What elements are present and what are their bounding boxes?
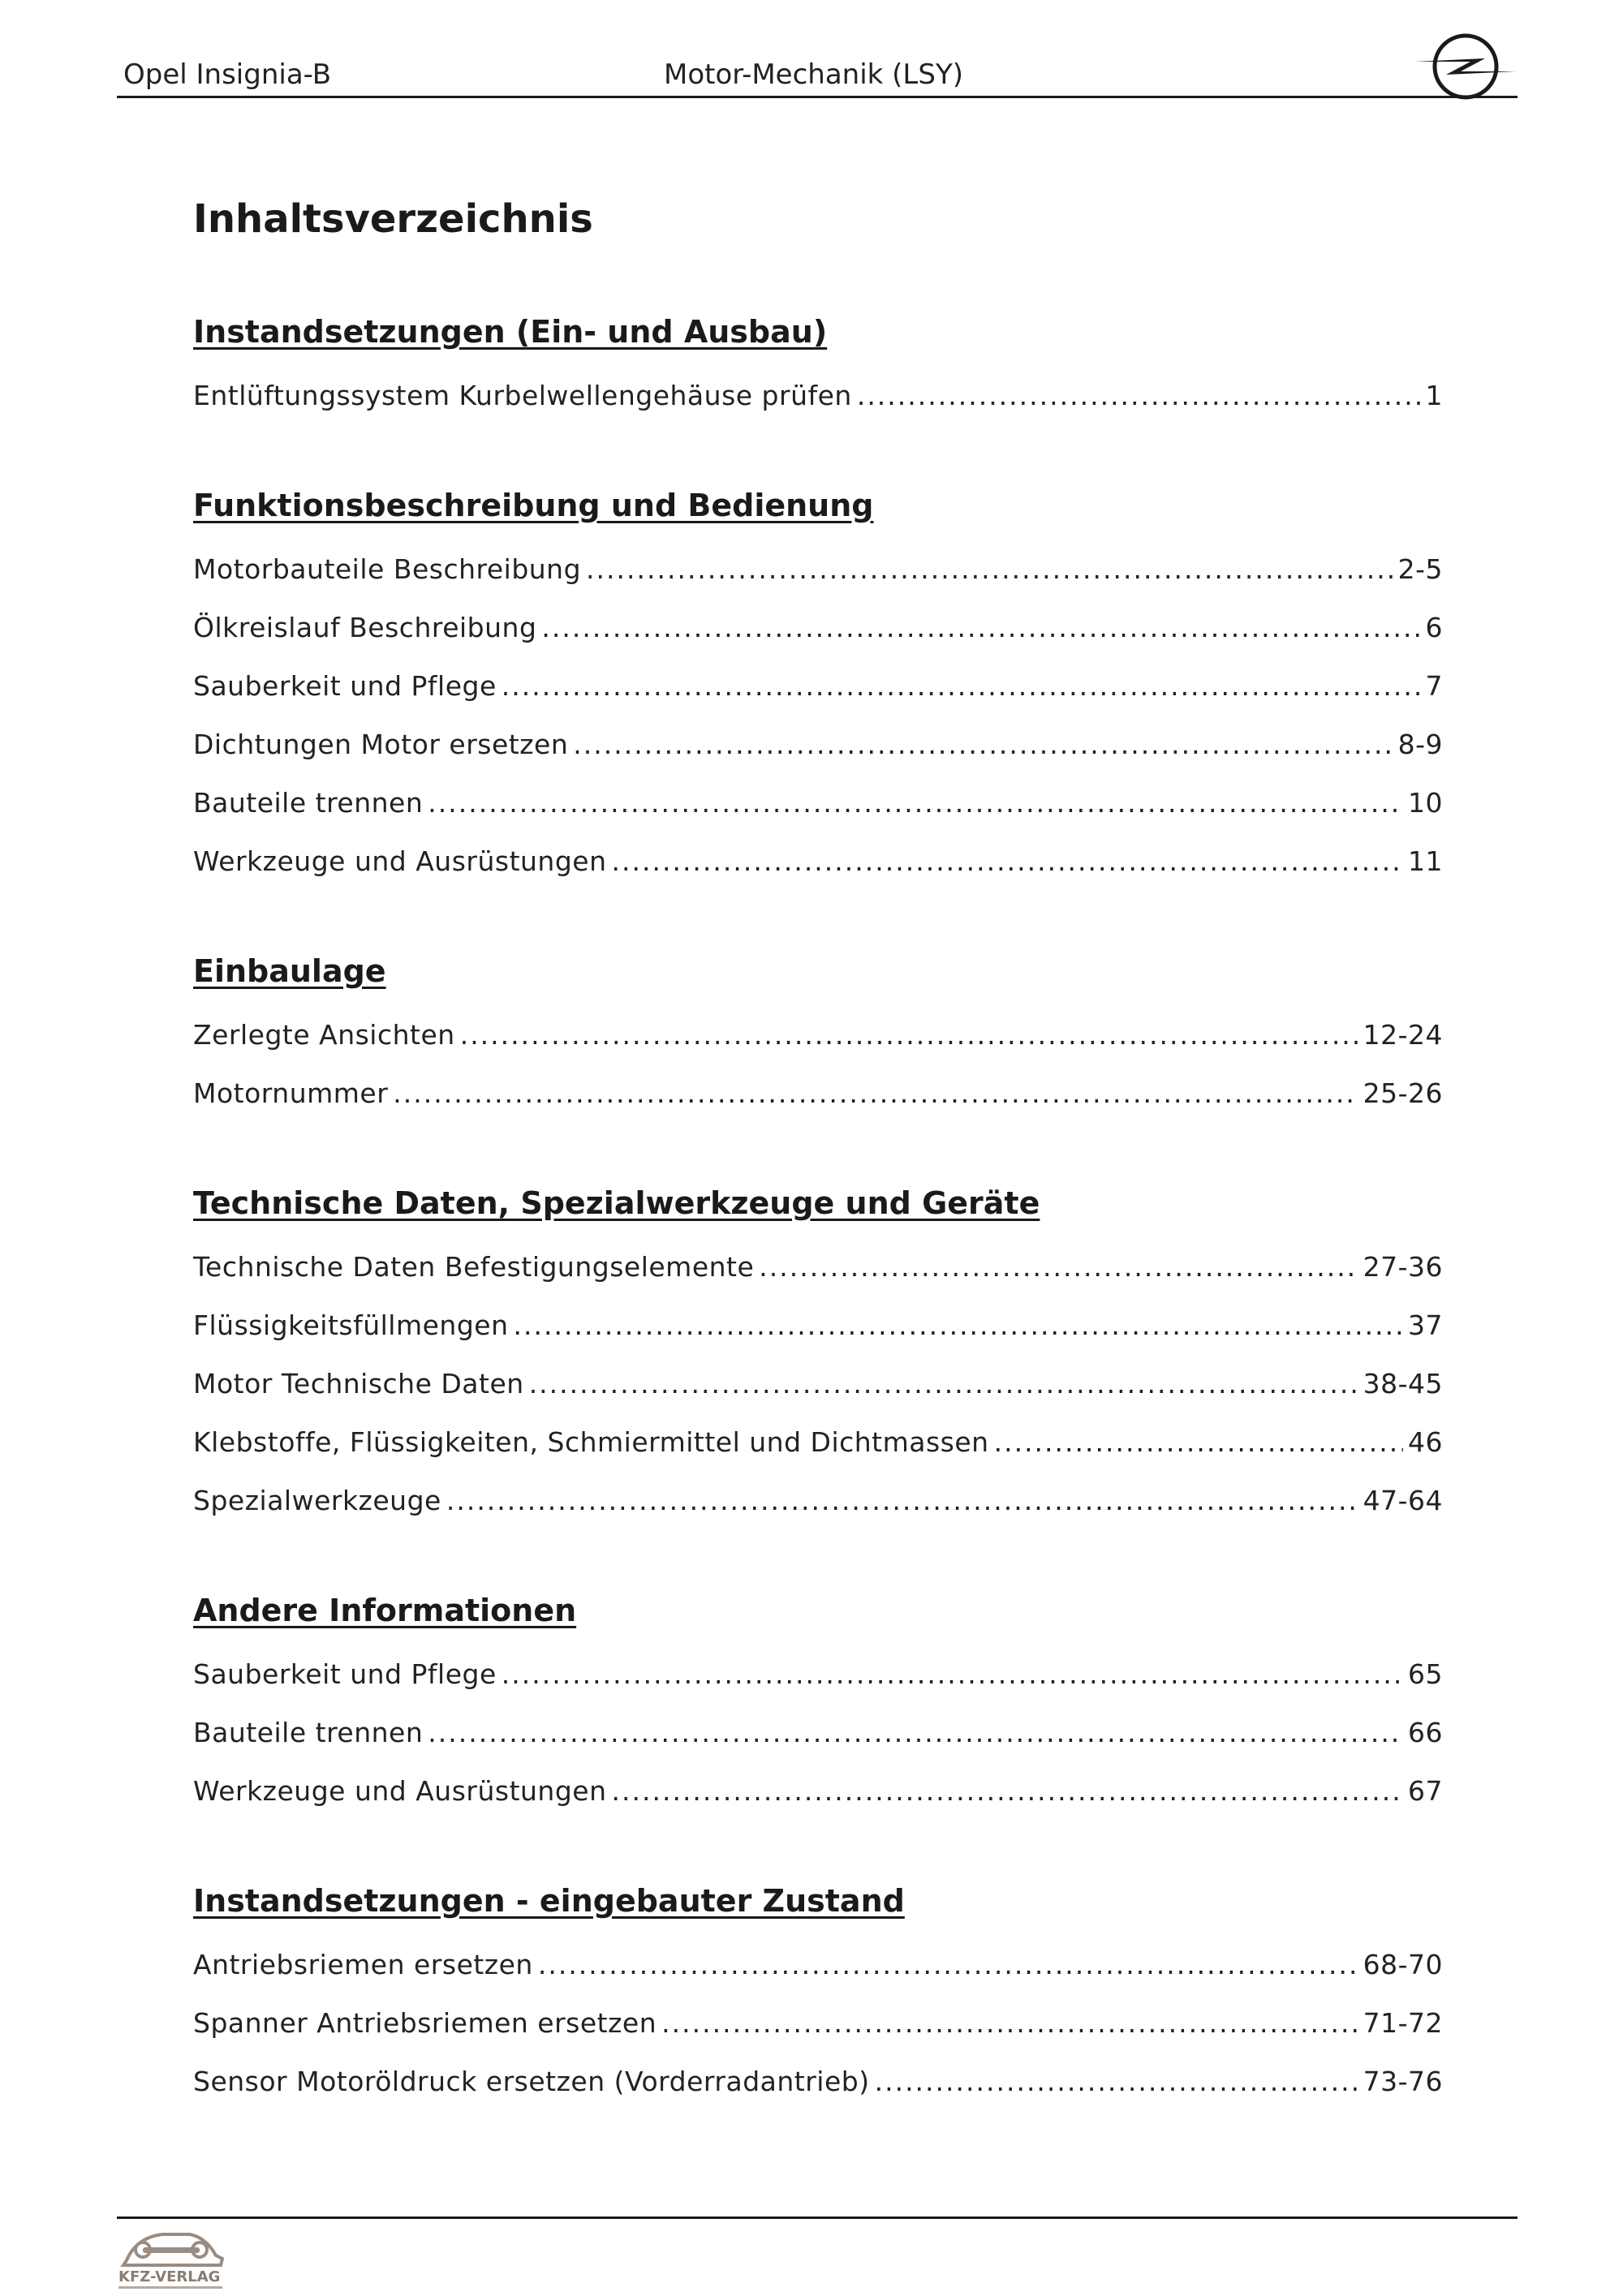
toc-dot-leader xyxy=(446,1472,1358,1530)
toc-section xyxy=(193,482,1443,891)
toc-entry[interactable] xyxy=(193,1936,1443,1994)
page-title: Inhaltsverzeichnis xyxy=(193,196,593,242)
section-heading: Andere Informationen xyxy=(193,1593,577,1628)
toc-entry[interactable] xyxy=(193,540,1443,599)
toc-entry[interactable] xyxy=(193,1296,1443,1355)
toc-entry-page: 65 xyxy=(1408,1658,1443,1690)
footer-logo-text: KFZ-VERLAG xyxy=(118,2268,221,2285)
section-heading: Funktionsbeschreibung und Bedienung xyxy=(193,488,874,523)
toc-entry-page: 10 xyxy=(1408,787,1443,819)
toc-entry-page: 25-26 xyxy=(1363,1077,1443,1109)
toc-entry[interactable] xyxy=(193,774,1443,832)
toc-entry-label: Sauberkeit und Pflege xyxy=(193,1658,497,1690)
toc-entry-page: 71-72 xyxy=(1363,2007,1443,2039)
toc-entry-label: Bauteile trennen xyxy=(193,787,424,819)
toc-entry[interactable] xyxy=(193,1413,1443,1472)
toc-content xyxy=(193,187,1443,2111)
toc-entry-label: Ölkreislauf Beschreibung xyxy=(193,612,537,643)
toc-dot-leader xyxy=(857,367,1421,425)
toc-entry-page: 7 xyxy=(1425,670,1443,702)
toc-dot-leader xyxy=(428,774,1403,832)
toc-entry-label: Zerlegte Ansichten xyxy=(193,1019,455,1051)
toc-dot-leader xyxy=(393,1064,1358,1123)
toc-dot-leader xyxy=(759,1238,1358,1296)
opel-blitz-logo-icon xyxy=(1414,29,1518,104)
toc-entry[interactable] xyxy=(193,1064,1443,1123)
toc-entry-label: Sensor Motoröldruck ersetzen (Vorderradantrieb) xyxy=(193,2066,870,2097)
toc-entry-label: Bauteile trennen xyxy=(193,1717,424,1748)
toc-entry-page: 46 xyxy=(1408,1426,1443,1458)
toc-dot-leader xyxy=(514,1296,1403,1355)
toc-entry-list xyxy=(193,367,1443,425)
toc-entry-label: Motornummer xyxy=(193,1077,389,1109)
toc-entry-label: Klebstoffe, Flüssigkeiten, Schmiermittel und Dichtmassen xyxy=(193,1426,989,1458)
toc-entry-page: 8-9 xyxy=(1397,729,1443,760)
toc-entry-label: Spanner Antriebsriemen ersetzen xyxy=(193,2007,657,2039)
toc-entry-list xyxy=(193,1006,1443,1123)
toc-dot-leader xyxy=(428,1704,1403,1762)
toc-entry-label: Werkzeuge und Ausrüstungen xyxy=(193,845,607,877)
toc-entry-list xyxy=(193,540,1443,891)
toc-entry[interactable] xyxy=(193,1238,1443,1296)
toc-entry[interactable] xyxy=(193,657,1443,716)
toc-dot-leader xyxy=(612,1762,1403,1821)
toc-entry[interactable] xyxy=(193,1762,1443,1821)
toc-entry[interactable] xyxy=(193,367,1443,425)
section-heading: Instandsetzungen (Ein- und Ausbau) xyxy=(193,314,828,350)
toc-dot-leader xyxy=(529,1355,1358,1413)
toc-entry-label: Flüssigkeitsfüllmengen xyxy=(193,1309,509,1341)
toc-entry-label: Antriebsriemen ersetzen xyxy=(193,1949,533,1980)
toc-section xyxy=(193,1587,1443,1821)
toc-entry-label: Motor Technische Daten xyxy=(193,1368,524,1400)
toc-entry[interactable] xyxy=(193,1472,1443,1530)
toc-dot-leader xyxy=(994,1413,1403,1472)
toc-entry[interactable] xyxy=(193,1006,1443,1064)
section-heading: Instandsetzungen - eingebauter Zustand xyxy=(193,1883,905,1919)
toc-dot-leader xyxy=(661,1994,1358,2053)
toc-dot-leader xyxy=(541,599,1420,657)
toc-entry[interactable] xyxy=(193,1645,1443,1704)
toc-entry[interactable] xyxy=(193,832,1443,891)
toc-entry[interactable] xyxy=(193,716,1443,774)
toc-entry[interactable] xyxy=(193,1355,1443,1413)
section-heading: Einbaulage xyxy=(193,953,386,989)
toc-section xyxy=(193,308,1443,425)
toc-entry[interactable] xyxy=(193,599,1443,657)
toc-dot-leader xyxy=(612,832,1403,891)
toc-entry-label: Werkzeuge und Ausrüstungen xyxy=(193,1775,607,1807)
toc-entry-page: 37 xyxy=(1408,1309,1443,1341)
toc-entry[interactable] xyxy=(193,1994,1443,2053)
toc-dot-leader xyxy=(538,1936,1358,1994)
toc-dot-leader xyxy=(875,2053,1358,2111)
toc-entry-label: Technische Daten Befestigungselemente xyxy=(193,1251,755,1283)
footer-divider xyxy=(117,2216,1518,2219)
toc-dot-leader xyxy=(460,1006,1358,1064)
toc-entry-list xyxy=(193,1645,1443,1821)
toc-section xyxy=(193,948,1443,1123)
page-header xyxy=(117,47,1518,98)
toc-entry[interactable] xyxy=(193,2053,1443,2111)
toc-dot-leader xyxy=(502,657,1421,716)
toc-section xyxy=(193,1877,1443,2111)
toc-dot-leader xyxy=(573,716,1393,774)
toc-entry-list xyxy=(193,1936,1443,2111)
toc-entry-label: Entlüftungssystem Kurbelwellengehäuse prüfen xyxy=(193,380,852,411)
toc-entry-page: 11 xyxy=(1408,845,1443,877)
toc-entry-page: 2-5 xyxy=(1397,553,1443,585)
toc-dot-leader xyxy=(586,540,1393,599)
header-subject: Motor-Mechanik (LSY) xyxy=(664,58,963,91)
toc-entry-page: 68-70 xyxy=(1363,1949,1443,1980)
toc-entry-page: 66 xyxy=(1408,1717,1443,1748)
toc-section xyxy=(193,1180,1443,1530)
toc-entry-page: 27-36 xyxy=(1363,1251,1443,1283)
toc-entry-label: Sauberkeit und Pflege xyxy=(193,670,497,702)
toc-dot-leader xyxy=(502,1645,1403,1704)
section-heading: Technische Daten, Spezialwerkzeuge und Geräte xyxy=(193,1185,1040,1221)
toc-entry-page: 1 xyxy=(1425,380,1443,411)
toc-entry-page: 6 xyxy=(1425,612,1443,643)
toc-entry-list xyxy=(193,1238,1443,1530)
kfz-verlag-logo-icon xyxy=(115,2223,229,2293)
header-brand: Opel Insignia-B xyxy=(123,58,332,91)
toc-sections xyxy=(193,308,1443,2111)
toc-entry-page: 38-45 xyxy=(1363,1368,1443,1400)
toc-entry-label: Motorbauteile Beschreibung xyxy=(193,553,582,585)
toc-entry-page: 73-76 xyxy=(1363,2066,1443,2097)
toc-entry-page: 12-24 xyxy=(1363,1019,1443,1051)
toc-entry-page: 47-64 xyxy=(1363,1485,1443,1516)
toc-entry-label: Spezialwerkzeuge xyxy=(193,1485,441,1516)
toc-entry-page: 67 xyxy=(1408,1775,1443,1807)
toc-entry-label: Dichtungen Motor ersetzen xyxy=(193,729,569,760)
toc-entry[interactable] xyxy=(193,1704,1443,1762)
